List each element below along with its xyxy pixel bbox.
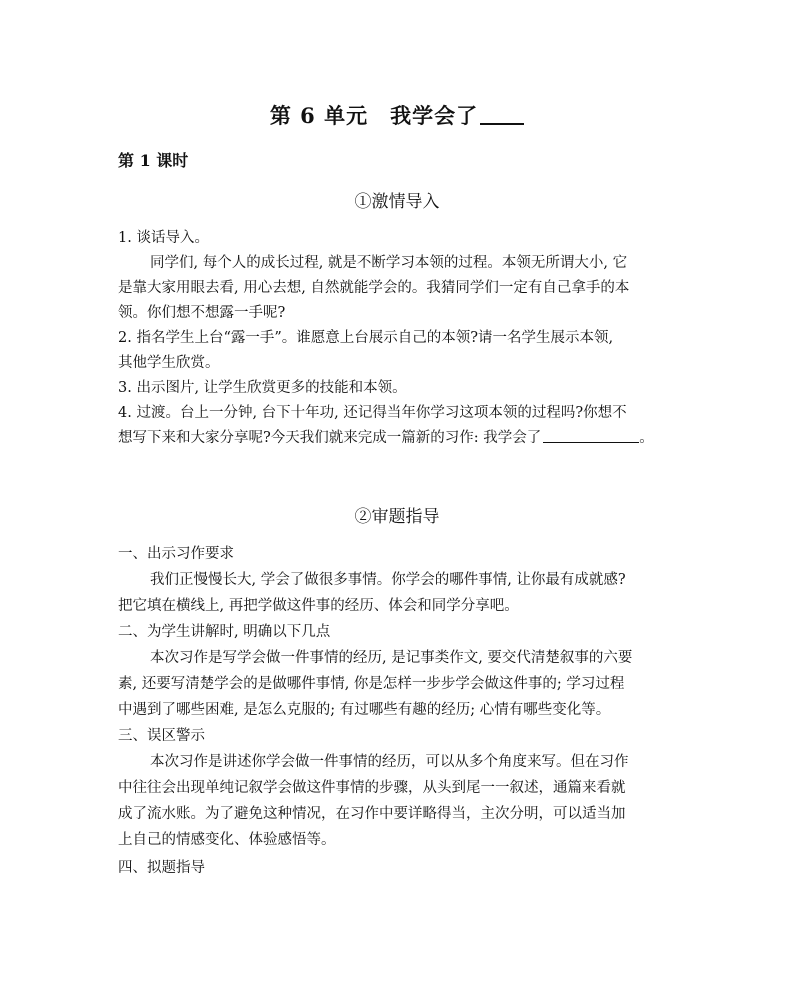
- paragraph-line: 中往往会出现单纯记叙学会做这件事情的步骤，从头到尾一一叙述，通篇来看就: [118, 780, 626, 796]
- section-heading-warmup: ①激情导入: [354, 192, 440, 212]
- section-heading-topic-guidance: ②审题指导: [354, 507, 440, 527]
- paragraph-line: 3. 出示图片, 让学生欣赏更多的技能和本领。: [118, 380, 407, 396]
- document-title: [0, 100, 794, 130]
- fill-in-blank-line: [543, 429, 639, 443]
- paragraph-line: 中遇到了哪些困难, 是怎么克服的; 有过哪些有趣的经历; 心情有哪些变化等。: [118, 702, 611, 718]
- subheading: 四、拟题指导: [118, 860, 205, 876]
- subheading: 二、为学生讲解时, 明确以下几点: [118, 624, 331, 640]
- paragraph-line: 其他学生欣赏。: [118, 355, 220, 371]
- subheading: 三、误区警示: [118, 728, 205, 744]
- paragraph-line: 成了流水账。为了避免这种情况，在习作中要详略得当，主次分明，可以适当加: [118, 806, 626, 822]
- lesson-label: 第 1 课时: [118, 151, 189, 170]
- paragraph-line-with-blank: [118, 426, 654, 447]
- title-blank-line: [480, 105, 524, 125]
- title-text: 第 6 单元 我学会了: [269, 103, 479, 128]
- paragraph-line: 是靠大家用眼去看, 用心去想, 自然就能学会的。我猜同学们一定有自己拿手的本: [118, 280, 630, 296]
- paragraph-line: 本次习作是讲述你学会做一件事情的经历，可以从多个角度来写。但在习作: [150, 754, 629, 770]
- paragraph-line: 4. 过渡。台上一分钟, 台下十年功, 还记得当年你学习这项本领的过程吗?你想不: [118, 405, 627, 421]
- paragraph-text: 想写下来和大家分享呢?今天我们就来完成一篇新的习作: 我学会了: [118, 430, 542, 446]
- paragraph-line: 我们正慢慢长大, 学会了做很多事情。你学会的哪件事情, 让你最有成就感?: [150, 572, 626, 588]
- paragraph-line: 把它填在横线上, 再把学做这件事的经历、体会和同学分享吧。: [118, 598, 519, 614]
- paragraph-line: 2. 指名学生上台“露一手”。谁愿意上台展示自己的本领?请一名学生展示本领,: [118, 330, 614, 346]
- paragraph-line: 上自己的情感变化、体验感悟等。: [118, 832, 336, 848]
- paragraph-line: 同学们, 每个人的成长过程, 就是不断学习本领的过程。本领无所谓大小, 它: [150, 255, 628, 271]
- paragraph-line: 本次习作是写学会做一件事情的经历, 是记事类作文, 要交代清楚叙事的六要: [150, 650, 633, 666]
- paragraph-line: 领。你们想不想露一手呢?: [118, 305, 286, 321]
- paragraph-line: 1. 谈话导入。: [118, 230, 209, 246]
- paragraph-period: 。: [639, 430, 654, 446]
- paragraph-line: 素, 还要写清楚学会的是做哪件事情, 你是怎样一步步学会做这件事的; 学习过程: [118, 676, 625, 692]
- subheading: 一、出示习作要求: [118, 546, 234, 562]
